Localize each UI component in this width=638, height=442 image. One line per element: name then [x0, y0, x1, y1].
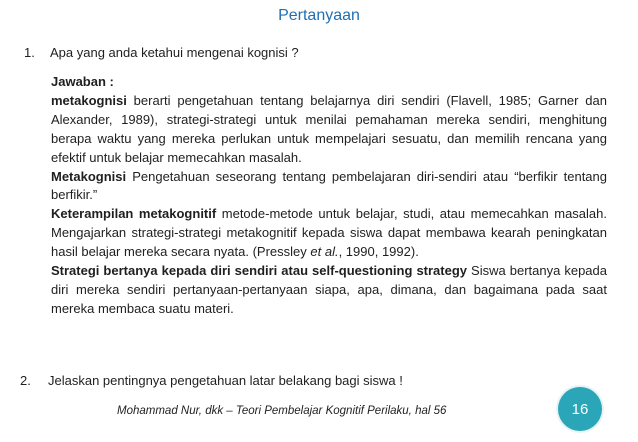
term-strategi: Strategi bertanya kepada diri sendiri atau self-questioning strategy: [51, 263, 468, 279]
answer-paragraph-2: Metakognisi Pengetahuan seseorang tentang pembelajaran diri-sendiri atau “berfikir tentang berfikir.”: [51, 168, 607, 203]
term-metakognisi-2: Metakognisi: [51, 168, 127, 184]
footer-citation: Mohammad Nur, dkk – Teori Pembelajar Kognitif Perilaku, hal 56: [117, 405, 447, 417]
question-2-number: 2.: [20, 373, 31, 388]
question-2-text: Jelaskan pentingnya pengetahuan latar belakang bagi siswa !: [48, 373, 403, 388]
term-metakognisi: metakognisi: [51, 92, 127, 108]
answer-paragraph-3: Keterampilan metakognitif metode-metode untuk belajar, studi, atau memecahkan masalah. Mengajarkan strategi-strategi metakognitif kepada siswa dapat membawa kearah peningkatan hasil belajar mereka secara nyata. (Pressley et al., 1990, 1992).: [51, 206, 607, 260]
slide-title: Pertanyaan: [278, 7, 360, 24]
question-2: [20, 372, 610, 389]
page-number-badge: 16: [558, 387, 602, 431]
answer-heading: Jawaban :: [51, 74, 114, 89]
answer-block: [51, 73, 607, 319]
question-1-text: Apa yang anda ketahui mengenai kognisi ?: [50, 45, 299, 60]
answer-paragraph-4: Strategi bertanya kepada diri sendiri atau self-questioning strategy Siswa bertanya kepada diri mereka sendiri pertanyaan-pertanyaan siapa, apa, dimana, dan bagaimana pada saat mereka membaca suatu materi.: [51, 263, 607, 316]
term-keterampilan: Keterampilan metakognitif: [51, 206, 217, 222]
question-1-number: 1.: [24, 45, 35, 60]
question-1: [24, 44, 614, 61]
answer-paragraph-1: metakognisi berarti pengetahuan tentang belajarnya diri sendiri (Flavell, 1985; Garner dan Alexander, 1989), strategi-strategi untuk menilai pemahaman mereka sendiri, menghitung berapa waktu yang mereka perlukan untuk mempelajari sesuatu, dan memilih rencana yang efektif untuk belajar memecahkan masalah.: [51, 92, 607, 165]
